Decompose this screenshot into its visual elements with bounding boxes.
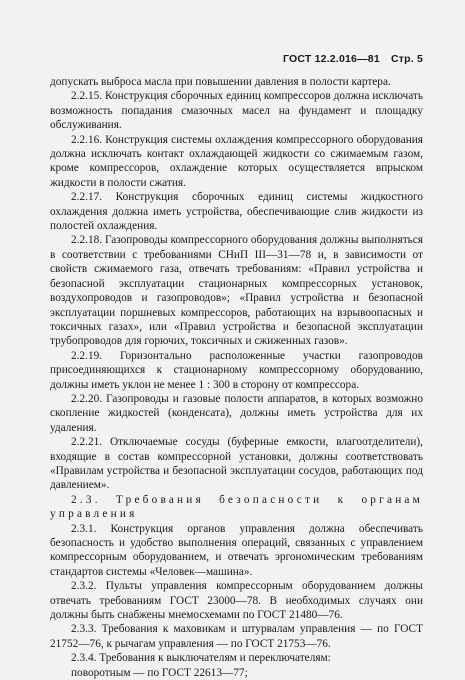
paragraph: 2.2.20. Газопроводы и газовые полости аппаратов, в которых возможно скопление жидкостей (конденсата), должны иметь устройства для их удаления.: [50, 392, 423, 434]
paragraph: 2.2.19. Горизонтально расположенные участки газопроводов присоединяющихся к стационарному компрессорному оборудованию, должны иметь уклон не менее 1 : 300 в сторону от компрессора.: [50, 349, 423, 391]
paragraph: 2.2.15. Конструкция сборочных единиц компрессоров должна исключать возможность попадания смазочных масел на фундамент и площадку обслуживания.: [50, 90, 423, 132]
paragraph: 2.3.2. Пульты управления компрессорным оборудованием должны отвечать требованиям ГОСТ 23000—78. В необходимых случаях они должны быть снабжены мнемосхемами по ГОСТ 21480—76.: [50, 580, 423, 622]
page-header: [245, 53, 423, 65]
standard-number: ГОСТ 12.2.016—81: [282, 53, 380, 65]
document-body: [50, 75, 423, 680]
paragraph: 2.2.17. Конструкция сборочных единиц системы жидкостного охлаждения должна иметь устройства, обеспечивающие слив жидкости из полостей охлаждения.: [50, 191, 423, 233]
paragraph: 2.2.18. Газопроводы компрессорного оборудования должны выполняться в соответствии с требованиями СНиП III—31—78 и, в зависимости от свойств сжимаемого газа, отвечать требованиям: «Правил устройства и безопасной эксплуатации стационарных компрессорных установок, воздухопроводов и газопроводов»; «Правил устройства и безопасной эксплуатации поршневых компрессоров, работающих на взрывоопасных и токсичных газах», или «Правил устройства и безопасной эксплуатации трубопроводов для горючих, токсичных и сжиженных газов».: [50, 234, 423, 348]
paragraph: допускать выброса масла при повышении давления в полости картера.: [50, 76, 391, 88]
paragraph: 2.3.4. Требования к выключателям и переключателям:: [71, 652, 331, 665]
page-number: Стр. 5: [390, 53, 423, 65]
section-heading: 2.3. Требования безопасности к органам управления: [50, 493, 423, 521]
paragraph: поворотным — по ГОСТ 22613—77;: [71, 666, 248, 679]
paragraph: 2.2.16. Конструкция системы охлаждения компрессорного оборудования должна исключать контакт охлаждающей жидкости со сжимаемым газом, кроме компрессоров, охлаждение которых осуществляется впрыском жидкости в полости сжатия.: [50, 133, 423, 189]
paragraph: 2.3.1. Конструкция органов управления должна обеспечивать безопасность и удобство выполнения операций, связанных с управлением компрессорным оборудованием, и отвечать эргономическим требованиям стандартов системы «Человек—машина».: [50, 522, 423, 578]
paragraph: 2.2.21. Отключаемые сосуды (буферные емкости, влагоотделители), входящие в состав компрессорной установки, должны соответствовать «Правилам устройства и безопасной эксплуатации сосудов, работающих под давлением».: [50, 436, 423, 492]
paragraph: 2.3.3. Требования к маховикам и штурвалам управления — по ГОСТ 21752—76, к рычагам управления — по ГОСТ 21753—76.: [50, 623, 423, 650]
